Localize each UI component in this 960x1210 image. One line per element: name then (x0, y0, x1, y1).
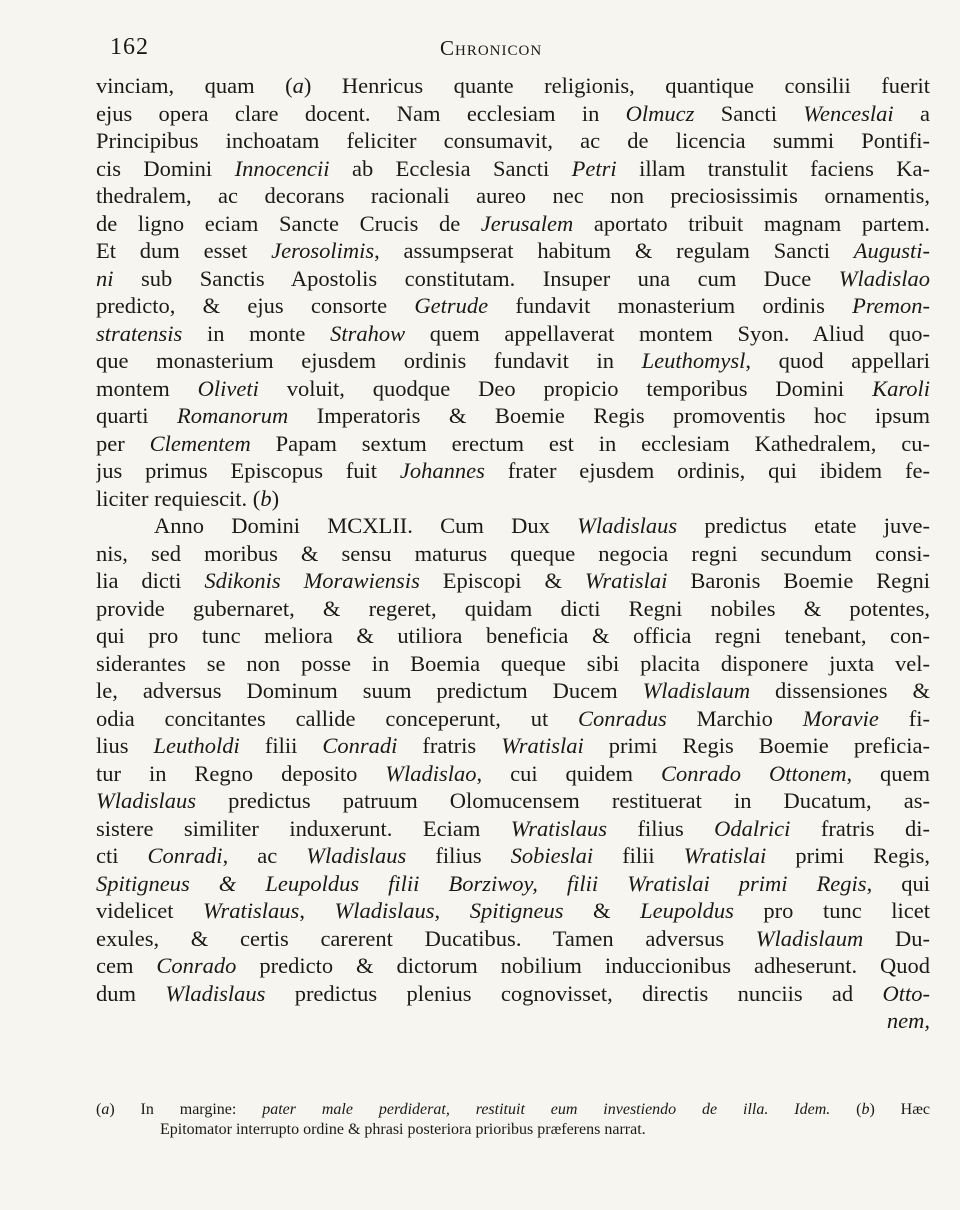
text-line (96, 320, 930, 348)
text-segment: filius (607, 815, 715, 841)
text-segment: predictus etate juve- (677, 513, 930, 538)
text-segment: tur in Regno deposito (96, 760, 386, 786)
text-segment: , quod appellari (745, 348, 930, 373)
italic-text-segment: Getrude (414, 293, 489, 318)
text-segment: ab Ecclesia Sancti (329, 155, 572, 181)
text-segment: thedralem, ac decorans racionali aureo nec non preciosissimis ornamentis, (96, 183, 930, 208)
text-line (96, 265, 930, 293)
italic-text-segment: Premon- (852, 293, 930, 318)
italic-text-segment: b (260, 485, 272, 511)
text-segment: nis, sed moribus & sensu maturus queque negocia regni secundum consi- (96, 540, 930, 566)
text-line (96, 980, 930, 1008)
text-segment: fi- (878, 705, 930, 731)
italic-text-segment: Conrado (156, 953, 237, 978)
italic-text-segment: Petri (571, 155, 617, 181)
text-segment: Et dum esset (96, 238, 272, 263)
text-line (96, 622, 930, 650)
text-segment: Epitomator interrupto ordine & phrasi posteriora prioribus præferens narrat. (160, 1121, 646, 1138)
text-line (96, 842, 930, 870)
italic-text-segment: Jerosolimis (271, 238, 375, 263)
text-line (96, 237, 930, 265)
text-segment: ) In margine: (109, 1101, 263, 1118)
text-segment: primi Regis Boemie preficia- (583, 733, 930, 758)
italic-text-segment: Wratislai (584, 568, 668, 593)
text-line (96, 925, 930, 953)
italic-text-segment: Wladislaus (334, 898, 435, 923)
text-segment: Du- (863, 925, 930, 951)
italic-text-segment: Wladislaum (755, 925, 864, 951)
text-line (96, 1007, 930, 1035)
text-line (96, 430, 930, 458)
text-segment: cti (96, 843, 148, 868)
italic-text-segment: Jerusalem (480, 210, 574, 236)
text-line (96, 155, 930, 183)
italic-text-segment: Leuthomysl (641, 348, 746, 373)
text-segment: voluit, quodque Deo propicio temporibus Domini (258, 375, 873, 401)
text-line (96, 402, 930, 430)
text-segment: filii (239, 733, 323, 758)
text-segment: siderantes se non posse in Boemia queque sibi placita disponere juxta vel- (96, 650, 930, 676)
italic-text-segment: Innocencii (234, 155, 330, 181)
text-line (96, 677, 930, 705)
text-segment: predictus patruum Olomucensem restituerat in Ducatum, as- (196, 788, 930, 813)
text-segment: sistere similiter induxerunt. Eciam (96, 815, 511, 841)
italic-text-segment: Johannes (399, 458, 485, 483)
page-number: 162 (110, 34, 149, 60)
text-segment: , (299, 898, 335, 923)
text-segment: sub Sanctis Apostolis constitutam. Insuper una cum Duce (113, 265, 839, 291)
text-segment: predictus plenius cognovisset, directis nunciis ad (265, 980, 883, 1006)
italic-text-segment: nem, (886, 1008, 930, 1033)
text-line (96, 732, 930, 760)
italic-text-segment: Leupoldus (640, 898, 734, 923)
text-segment: montem (96, 375, 198, 401)
text-segment: lia dicti (96, 568, 205, 593)
text-line (96, 567, 930, 595)
italic-text-segment: Strahow (330, 320, 406, 346)
italic-text-segment: Augusti- (853, 238, 930, 263)
text-segment: & (563, 898, 641, 923)
text-line (96, 787, 930, 815)
italic-text-segment: Sobieslai (510, 843, 594, 868)
text-segment: videlicet (96, 898, 204, 923)
text-segment: exules, & certis carerent Ducatibus. Tamen adversus (96, 925, 756, 951)
italic-text-segment: Wladislaus (577, 513, 678, 538)
text-line (96, 347, 930, 375)
italic-text-segment: a (292, 73, 304, 98)
text-segment: pro tunc licet (733, 898, 930, 923)
text-segment: , (434, 898, 470, 923)
text-segment: a (893, 100, 930, 126)
italic-text-segment: Conrado Ottonem (661, 760, 847, 786)
italic-text-segment: Sdikonis Morawiensis (204, 568, 420, 593)
text-segment: in monte (182, 320, 331, 346)
text-line (96, 595, 930, 623)
text-segment: ) Henricus quante religionis, quantique consilii fuerit (303, 73, 930, 98)
text-segment: Baronis Boemie Regni (667, 568, 930, 593)
text-segment: primi Regis, (766, 843, 930, 868)
text-segment: frater ejusdem ordinis, qui ibidem fe- (484, 458, 930, 483)
text-segment: quarti (96, 403, 177, 428)
text-segment: Episcopi & (419, 568, 585, 593)
italic-text-segment: Spitigneus & Leupoldus filii Borziwoy, filii Wratislai primi Regis (96, 870, 867, 896)
text-segment: illam transtulit faciens Ka- (616, 155, 930, 181)
text-segment: qui pro tunc meliora & utiliora beneficia & officia regni tenebant, con- (96, 623, 930, 648)
text-line (96, 100, 930, 128)
text-line (96, 897, 930, 925)
text-line (96, 870, 930, 898)
text-segment: , ac (222, 843, 307, 868)
body-text (96, 72, 930, 1035)
text-segment: Imperatoris & Boemie Regis promoventis hoc ipsum (288, 403, 930, 428)
text-segment: , assumpserat habitum & regulam Sancti (374, 238, 854, 263)
text-segment: ejus opera clare docent. Nam ecclesiam in (96, 100, 626, 126)
text-segment: filii (593, 843, 684, 868)
italic-text-segment: Conradi (147, 843, 223, 868)
text-segment: que monasterium ejusdem ordinis fundavit in (96, 348, 642, 373)
text-line (96, 292, 930, 320)
italic-text-segment: Clementem (149, 430, 251, 456)
text-segment: Sancti (694, 100, 804, 126)
text-segment: de ligno eciam Sancte Crucis de (96, 210, 481, 236)
text-segment: per (96, 430, 150, 456)
italic-text-segment: Wladislaus (165, 980, 266, 1006)
italic-text-segment: Wladislaum (642, 678, 751, 703)
text-segment: ) (271, 485, 280, 511)
text-segment: jus primus Episcopus fuit (96, 458, 400, 483)
text-segment: fundavit monasterium ordinis (488, 293, 853, 318)
text-segment: aportato tribuit magnam partem. (573, 210, 930, 236)
text-line (96, 210, 930, 238)
text-line (96, 127, 930, 155)
italic-text-segment: Spitigneus (469, 898, 564, 923)
text-segment: dum (96, 980, 166, 1006)
italic-text-segment: ni (96, 265, 114, 291)
text-segment: le, adversus Dominum suum predictum Ducem (96, 678, 643, 703)
italic-text-segment: Romanorum (176, 403, 289, 428)
italic-text-segment: Wladislao (385, 760, 477, 786)
italic-text-segment: b (861, 1101, 870, 1118)
text-segment: liciter requiescit. ( (96, 485, 261, 511)
italic-text-segment: Wenceslai (803, 100, 894, 126)
text-segment: fratris di- (790, 815, 930, 841)
footnote-line (96, 1100, 930, 1120)
footnote-line (96, 1120, 930, 1140)
text-segment: predicto & dictorum nobilium induccionibus adheserunt. Quod (236, 953, 930, 978)
text-line (96, 512, 930, 540)
footnotes (96, 1100, 930, 1140)
italic-text-segment: Wladislao (838, 265, 930, 291)
italic-text-segment: stratensis (96, 320, 183, 346)
text-line (96, 952, 930, 980)
italic-text-segment: Oliveti (197, 375, 259, 401)
text-segment: cem (96, 953, 157, 978)
text-line (96, 540, 930, 568)
italic-text-segment: Conradus (578, 705, 667, 731)
text-segment: dissensiones & (750, 678, 930, 703)
text-line (96, 457, 930, 485)
running-head (110, 34, 920, 64)
text-segment: filius (406, 843, 511, 868)
text-segment: Principibus inchoatam feliciter consumavit, ac de licencia summi Pontifi- (96, 128, 930, 153)
text-segment: predicto, & ejus consorte (96, 293, 415, 318)
italic-text-segment: Odalrici (714, 815, 791, 841)
text-segment: , cui quidem (476, 760, 661, 786)
text-segment: ( (96, 1101, 102, 1118)
text-segment: , quem (846, 760, 930, 786)
text-segment: cis Domini (96, 155, 235, 181)
text-line (96, 760, 930, 788)
italic-text-segment: Wratislai (683, 843, 767, 868)
italic-text-segment: Wratislaus (203, 898, 300, 923)
text-segment: ( (830, 1101, 862, 1118)
italic-text-segment: Conradi (322, 733, 398, 758)
text-line (96, 182, 930, 210)
text-line (96, 705, 930, 733)
text-segment: lius (96, 733, 154, 758)
text-line (96, 375, 930, 403)
text-segment: vinciam, quam ( (96, 73, 293, 98)
italic-text-segment: a (101, 1101, 110, 1118)
text-segment: Papam sextum erectum est in ecclesiam Kathedralem, cu- (250, 430, 930, 456)
text-segment: odia concitantes callide conceperunt, ut (96, 705, 579, 731)
italic-text-segment: Karoli (872, 375, 930, 401)
text-line (96, 815, 930, 843)
running-title: Chronicon (440, 36, 543, 60)
text-segment: provide gubernaret, & regeret, quidam dicti Regni nobiles & potentes, (96, 595, 930, 621)
italic-text-segment: Wladislaus (96, 788, 197, 813)
text-segment: Marchio (666, 705, 803, 731)
italic-text-segment: Otto- (882, 980, 930, 1006)
text-line (96, 650, 930, 678)
italic-text-segment: Olmucz (625, 100, 695, 126)
italic-text-segment: Wladislaus (306, 843, 407, 868)
italic-text-segment: Leutholdi (153, 733, 240, 758)
italic-text-segment: Moravie (802, 705, 879, 731)
text-segment: quem appellaverat montem Syon. Aliud quo- (405, 320, 930, 346)
text-line (96, 72, 930, 100)
text-segment: ) Hæc (869, 1101, 930, 1118)
italic-text-segment: Wratislaus (510, 815, 608, 841)
text-segment: , qui (866, 870, 930, 896)
text-line (96, 485, 930, 513)
italic-text-segment: Wratislai (501, 733, 584, 758)
text-segment: fratris (397, 733, 502, 758)
italic-text-segment: pater male perdiderat, restituit eum investiendo de illa. Idem. (262, 1101, 831, 1118)
text-segment: Anno Domini MCXLII. Cum Dux (154, 513, 578, 538)
